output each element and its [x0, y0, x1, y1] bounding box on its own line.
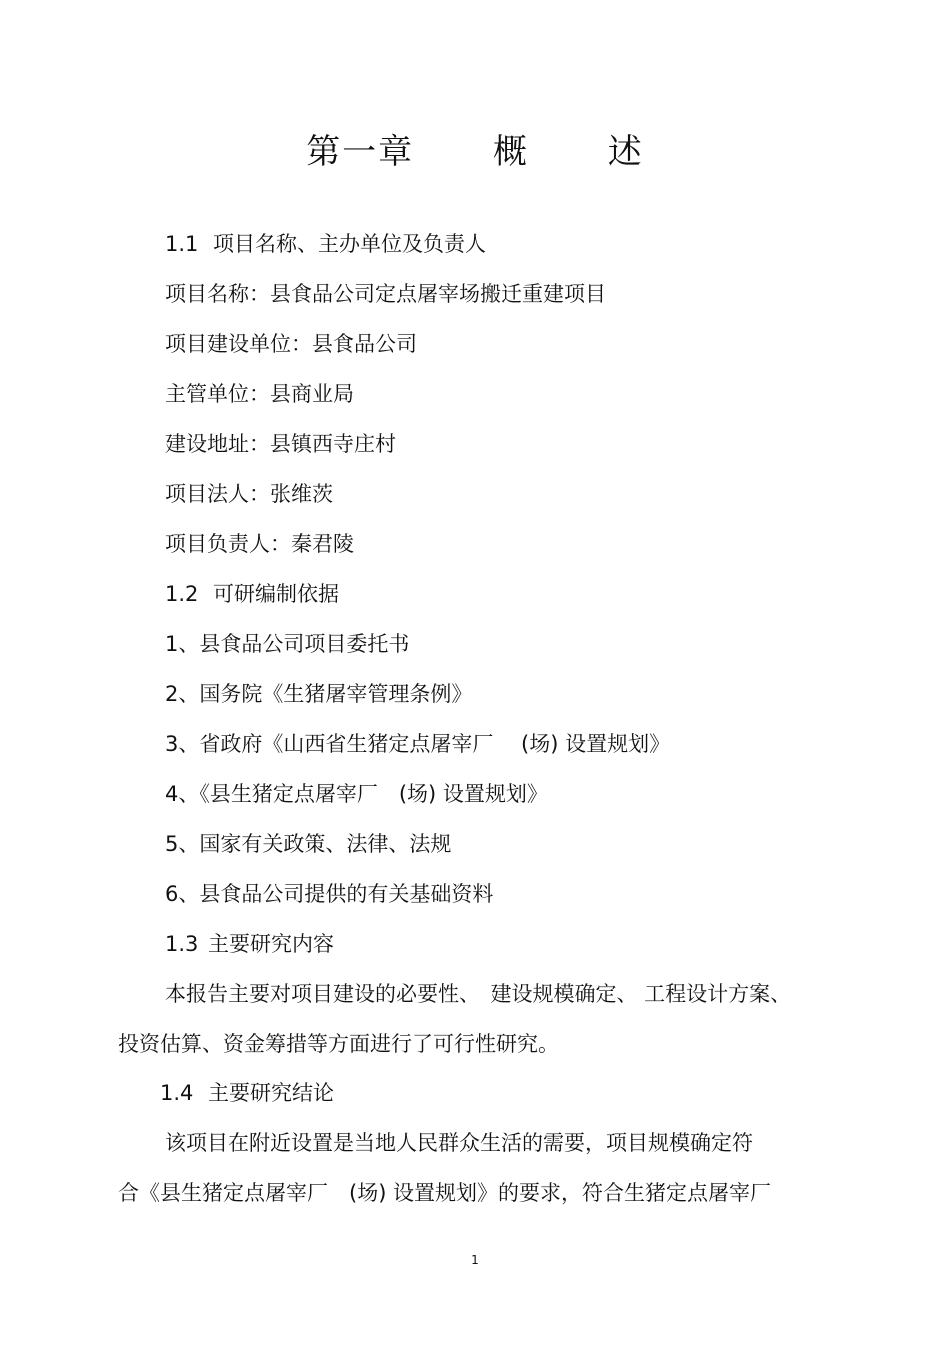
section-heading	[160, 1078, 334, 1108]
section-number: 1.4	[160, 1081, 194, 1105]
section-heading	[165, 229, 486, 259]
section-title: 主要研究结论	[208, 1081, 334, 1105]
list-item: 1、县食品公司项目委托书	[165, 632, 410, 656]
paragraph-line: 项目建设单位：县食品公司	[165, 332, 417, 356]
section-title: 项目名称、主办单位及负责人	[213, 232, 486, 256]
paragraph-line: 建设地址：县镇西寺庄村	[165, 432, 396, 456]
list-item: 5、国家有关政策、法律、法规	[165, 832, 452, 856]
paragraph-line: 项目负责人：秦君陵	[165, 532, 354, 556]
paragraph-line: 本报告主要对项目建设的必要性、 建设规模确定、 工程设计方案、	[165, 982, 792, 1006]
paragraph-line: 主管单位：县商业局	[165, 382, 354, 406]
section-number: 1.3	[165, 932, 199, 956]
paragraph-line: 投资估算、资金筹措等方面进行了可行性研究。	[118, 1032, 559, 1056]
paragraph-line: 合《县生猪定点屠宰厂 (场) 设置规划》的要求，符合生猪定点屠宰厂	[118, 1181, 772, 1205]
page-number: 1	[471, 1253, 479, 1267]
section-title: 主要研究内容	[208, 932, 334, 956]
list-item: 3、省政府《山西省生猪定点屠宰厂 (场) 设置规划》	[165, 732, 671, 756]
list-item: 4、《县生猪定点屠宰厂 (场) 设置规划》	[165, 782, 548, 806]
paragraph-line: 项目名称：县食品公司定点屠宰场搬迁重建项目	[165, 282, 606, 306]
paragraph-line: 项目法人：张维茨	[165, 482, 333, 506]
section-number: 1.2	[165, 582, 199, 606]
section-number: 1.1	[165, 232, 199, 256]
section-heading	[165, 929, 334, 959]
list-item: 2、国务院《生猪屠宰管理条例》	[165, 682, 473, 706]
section-heading	[165, 579, 339, 609]
section-title: 可研编制依据	[213, 582, 339, 606]
paragraph-line: 该项目在附近设置是当地人民群众生活的需要，项目规模确定符	[165, 1131, 753, 1155]
chapter-title: 第一章 概 述	[306, 132, 644, 172]
list-item: 6、县食品公司提供的有关基础资料	[165, 882, 494, 906]
